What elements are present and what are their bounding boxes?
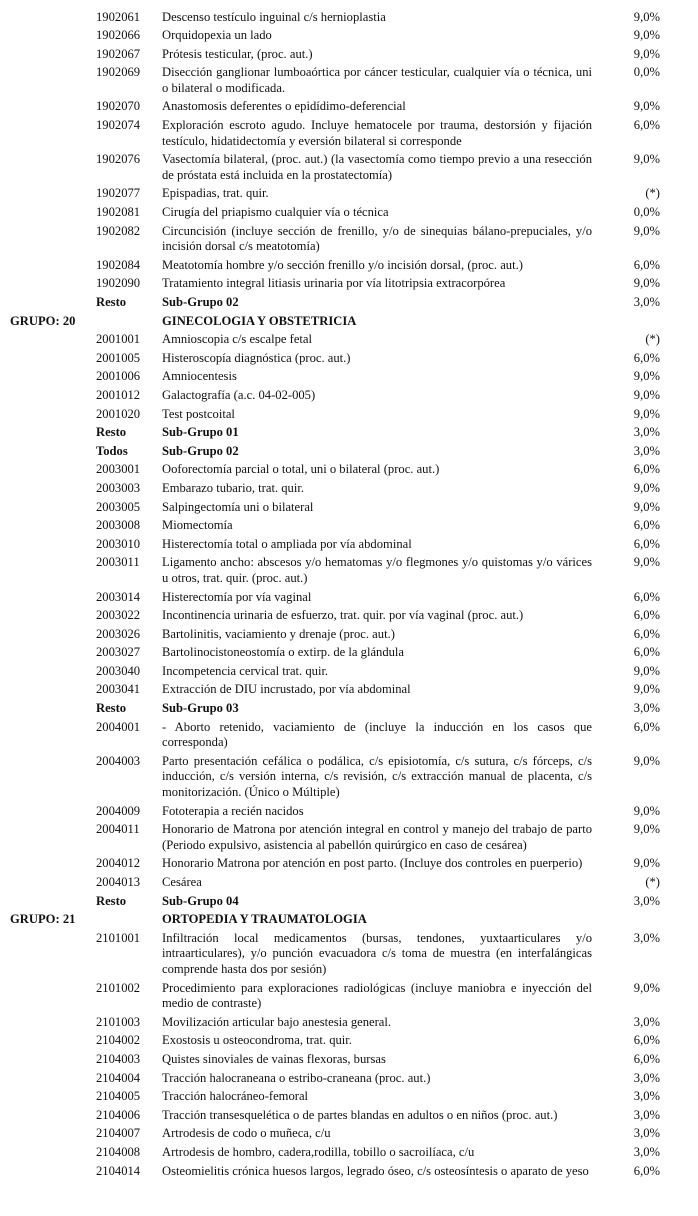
table-row bbox=[0, 275, 698, 294]
table-row bbox=[0, 929, 698, 979]
procedure-description: Artrodesis de codo o muñeca, c/u bbox=[162, 1126, 331, 1141]
percentage-value: 6,0% bbox=[633, 518, 660, 533]
procedure-code: 2104007 bbox=[96, 1126, 141, 1141]
procedure-description: Amniocentesis bbox=[162, 369, 237, 384]
procedure-code: 2003005 bbox=[96, 499, 141, 514]
table-row bbox=[0, 681, 698, 700]
procedure-description: Vasectomía bilateral, (proc. aut.) (la vasectomía como tiempo previo a una resección de próstata está incluida en la prostatectomía) bbox=[162, 152, 592, 182]
percentage-value: 9,0% bbox=[633, 387, 660, 402]
table-row bbox=[0, 498, 698, 517]
procedure-description: Miomectomía bbox=[162, 518, 233, 533]
percentage-value: (*) bbox=[645, 332, 660, 347]
table-row bbox=[0, 718, 698, 752]
table-row bbox=[0, 349, 698, 368]
percentage-value: 3,0% bbox=[633, 1107, 660, 1122]
percentage-value: 6,0% bbox=[633, 1033, 660, 1048]
percentage-value: 9,0% bbox=[633, 663, 660, 678]
table-row bbox=[0, 27, 698, 46]
procedure-code: Resto bbox=[96, 893, 127, 908]
procedure-description: Cesárea bbox=[162, 875, 202, 889]
table-row bbox=[0, 368, 698, 387]
procedure-description: ORTOPEDIA Y TRAUMATOLOGIA bbox=[162, 912, 367, 927]
procedure-code: 1902076 bbox=[96, 152, 141, 167]
percentage-value: 6,0% bbox=[633, 626, 660, 641]
procedure-code: 1902077 bbox=[96, 186, 141, 201]
percentage-value: 9,0% bbox=[633, 223, 660, 238]
procedure-code: 2003027 bbox=[96, 645, 141, 660]
procedure-code: 2104003 bbox=[96, 1051, 141, 1066]
procedure-description: Ooforectomía parcial o total, uni o bilateral (proc. aut.) bbox=[162, 462, 440, 477]
procedure-description: Histeroscopía diagnóstica (proc. aut.) bbox=[162, 350, 351, 365]
procedure-code: 1902061 bbox=[96, 9, 141, 24]
table-row bbox=[0, 222, 698, 256]
table-row bbox=[0, 1162, 698, 1181]
procedure-code: 1902090 bbox=[96, 276, 141, 291]
procedure-code: 1902074 bbox=[96, 118, 141, 133]
procedure-description: Osteomielitis crónica huesos largos, legrado óseo, c/s osteosíntesis o aparato de yeso bbox=[162, 1163, 589, 1178]
percentage-value: 3,0% bbox=[633, 1014, 660, 1029]
table-row bbox=[0, 535, 698, 554]
procedure-description: Incontinencia urinaria de esfuerzo, trat. quir. por vía vaginal (proc. aut.) bbox=[162, 608, 524, 623]
table-row bbox=[0, 517, 698, 536]
procedure-code: 2104006 bbox=[96, 1107, 141, 1122]
procedure-description: Test postcoital bbox=[162, 406, 235, 421]
percentage-value: (*) bbox=[645, 875, 660, 889]
table-row bbox=[0, 294, 698, 313]
percentage-value: 9,0% bbox=[633, 406, 660, 421]
procedure-code: 2101001 bbox=[96, 930, 141, 945]
procedure-description: Circuncisión (incluye sección de frenillo, y/o de sinequias bálano-prepuciales, y/o incisión dorsal c/s meatotomía) bbox=[162, 223, 592, 254]
table-row bbox=[0, 151, 698, 185]
procedure-code: 2104005 bbox=[96, 1089, 141, 1104]
percentage-value: 6,0% bbox=[633, 462, 660, 477]
procedure-code: 1902082 bbox=[96, 223, 141, 238]
percentage-value: 6,0% bbox=[633, 589, 660, 604]
procedure-description: Sub-Grupo 01 bbox=[162, 425, 239, 440]
group-header-row bbox=[0, 911, 698, 930]
procedure-description: Embarazo tubario, trat. quir. bbox=[162, 480, 304, 495]
table-row bbox=[0, 461, 698, 480]
table-row bbox=[0, 874, 698, 893]
table-row bbox=[0, 607, 698, 626]
procedure-description: Prótesis testicular, (proc. aut.) bbox=[162, 46, 313, 61]
procedure-description: Parto presentación cefálica o podálica, c/s episiotomía, c/s sutura, c/s fórceps, c/s inducción, c/s versión interna, c/s revisión, c/s extracción manual de placenta, c/s monitorización. (Único o Múltiple) bbox=[162, 753, 592, 800]
procedure-code: 2001005 bbox=[96, 350, 141, 365]
procedure-code: 2004003 bbox=[96, 753, 141, 768]
percentage-value: 9,0% bbox=[633, 682, 660, 697]
procedure-code: 2003040 bbox=[96, 663, 141, 678]
percentage-value: 3,0% bbox=[633, 1144, 660, 1159]
table-row bbox=[0, 662, 698, 681]
percentage-value: 6,0% bbox=[633, 1051, 660, 1066]
procedure-description: Galactografía (a.c. 04-02-005) bbox=[162, 387, 316, 402]
percentage-value: 9,0% bbox=[633, 753, 660, 768]
procedure-code: 2001001 bbox=[96, 332, 141, 347]
table-row bbox=[0, 442, 698, 461]
procedure-description: Honorario Matrona por atención en post parto. (Incluye dos controles en puerperio) bbox=[162, 856, 583, 871]
table-row bbox=[0, 204, 698, 223]
percentage-value: 6,0% bbox=[633, 608, 660, 623]
procedure-description: Extracción de DIU incrustado, por vía abdominal bbox=[162, 682, 411, 697]
percentage-value: 3,0% bbox=[633, 443, 660, 458]
percentage-value: 3,0% bbox=[633, 930, 660, 945]
table-row bbox=[0, 64, 698, 98]
percentage-value: 9,0% bbox=[633, 822, 660, 837]
table-row bbox=[0, 117, 698, 151]
procedure-description: Cirugía del priapismo cualquier vía o técnica bbox=[162, 205, 389, 220]
procedure-description: Exploración escroto agudo. Incluye hematocele por trauma, destorsión y fijación testículo, hidatidectomía y eversión bilateral si corresponde bbox=[162, 118, 592, 148]
percentage-value: 9,0% bbox=[633, 276, 660, 291]
procedure-code: 2003010 bbox=[96, 536, 141, 551]
procedure-code: 2001006 bbox=[96, 369, 141, 384]
percentage-value: 6,0% bbox=[633, 536, 660, 551]
procedure-description: Fototerapia a recién nacidos bbox=[162, 803, 304, 818]
procedure-description: Tracción halocraneana o estribo-craneana (proc. aut.) bbox=[162, 1070, 431, 1085]
percentage-value: 9,0% bbox=[633, 152, 660, 167]
percentage-value: 9,0% bbox=[633, 555, 660, 570]
percentage-value: 3,0% bbox=[633, 425, 660, 440]
table-row bbox=[0, 1032, 698, 1051]
procedure-description: Tracción halocráneo-femoral bbox=[162, 1089, 309, 1104]
table-row bbox=[0, 1125, 698, 1144]
table-row bbox=[0, 331, 698, 350]
table-row bbox=[0, 855, 698, 874]
table-row bbox=[0, 8, 698, 27]
procedure-code: 2003003 bbox=[96, 480, 141, 495]
procedure-description: - Aborto retenido, vaciamiento de (incluye la inducción en los casos que corresponda) bbox=[162, 719, 592, 750]
percentage-value: 0,0% bbox=[633, 205, 660, 220]
table-row bbox=[0, 752, 698, 802]
percentage-value: 9,0% bbox=[633, 980, 660, 995]
percentage-value: 3,0% bbox=[633, 701, 660, 716]
procedure-code: 1902066 bbox=[96, 28, 141, 43]
percentage-value: 0,0% bbox=[633, 65, 660, 80]
percentage-value: 9,0% bbox=[633, 499, 660, 514]
table-row bbox=[0, 256, 698, 275]
table-row bbox=[0, 98, 698, 117]
table-row bbox=[0, 892, 698, 911]
percentage-value: 6,0% bbox=[633, 350, 660, 365]
procedure-code: Todos bbox=[96, 443, 128, 458]
percentage-value: (*) bbox=[645, 186, 660, 201]
procedure-code: 2003022 bbox=[96, 608, 141, 623]
procedure-description: Tratamiento integral litiasis urinaria por vía litotripsia extracorpórea bbox=[162, 276, 506, 291]
procedure-code: 2003041 bbox=[96, 682, 141, 697]
percentage-value: 6,0% bbox=[633, 257, 660, 272]
procedure-description: Amnioscopia c/s escalpe fetal bbox=[162, 332, 313, 347]
percentage-value: 3,0% bbox=[633, 893, 660, 908]
procedure-description: Salpingectomía uni o bilateral bbox=[162, 499, 314, 514]
procedure-description: Anastomosis deferentes o epidídimo-deferencial bbox=[162, 99, 406, 114]
table-row bbox=[0, 802, 698, 821]
procedure-code: 1902069 bbox=[96, 65, 141, 80]
group-label: GRUPO: 20 bbox=[10, 313, 76, 328]
table-row bbox=[0, 1069, 698, 1088]
procedure-code: 2004011 bbox=[96, 822, 140, 837]
percentage-value: 9,0% bbox=[633, 369, 660, 384]
procedure-description: Honorario de Matrona por atención integral en control y manejo del trabajo de parto (Periodo expulsivo, asistencia al pabellón quirúrgico en caso de cesárea) bbox=[162, 822, 592, 852]
procedure-description: Epispadias, trat. quir. bbox=[162, 186, 269, 201]
procedure-code: Resto bbox=[96, 295, 127, 309]
table-row bbox=[0, 386, 698, 405]
procedure-code: 2104014 bbox=[96, 1163, 141, 1178]
procedure-code: 2004001 bbox=[96, 719, 141, 734]
procedure-description: Disección ganglionar lumboaórtica por cáncer testicular, cualquier vía o técnica, uni o bilateral o modificada. bbox=[162, 65, 592, 95]
procedure-code: 2004013 bbox=[96, 875, 141, 889]
table-row bbox=[0, 185, 698, 204]
table-row bbox=[0, 1106, 698, 1125]
procedure-description: Exostosis u osteocondroma, trat. quir. bbox=[162, 1033, 352, 1048]
procedure-description: Sub-Grupo 02 bbox=[162, 443, 239, 458]
table-row bbox=[0, 405, 698, 424]
procedure-code: 2001012 bbox=[96, 387, 141, 402]
procedure-code: 2101002 bbox=[96, 980, 141, 995]
procedure-code: 2003008 bbox=[96, 518, 141, 533]
procedure-code: Resto bbox=[96, 425, 127, 440]
percentage-value: 6,0% bbox=[633, 1163, 660, 1178]
procedure-description: Sub-Grupo 04 bbox=[162, 893, 239, 908]
percentage-value: 3,0% bbox=[633, 1070, 660, 1085]
procedure-code: 2004012 bbox=[96, 856, 141, 871]
percentage-value: 9,0% bbox=[633, 99, 660, 114]
table-row bbox=[0, 1088, 698, 1107]
percentage-value: 3,0% bbox=[633, 1089, 660, 1104]
table-row bbox=[0, 979, 698, 1013]
procedure-description: Tracción transesquelética o de partes blandas en adultos o en niños (proc. aut.) bbox=[162, 1107, 558, 1122]
table-row bbox=[0, 1143, 698, 1162]
procedure-description: Meatotomía hombre y/o sección frenillo y/o incisión dorsal, (proc. aut.) bbox=[162, 257, 523, 272]
procedure-code: 2104008 bbox=[96, 1144, 141, 1159]
percentage-value: 6,0% bbox=[633, 118, 660, 133]
procedure-code: 2003014 bbox=[96, 589, 141, 604]
percentage-value: 9,0% bbox=[633, 28, 660, 43]
table-row bbox=[0, 479, 698, 498]
table-row bbox=[0, 625, 698, 644]
procedure-description: Descenso testículo inguinal c/s hernioplastia bbox=[162, 9, 386, 24]
procedure-code: 1902070 bbox=[96, 99, 141, 114]
percentage-value: 6,0% bbox=[633, 719, 660, 734]
table-row bbox=[0, 588, 698, 607]
percentage-value: 9,0% bbox=[633, 480, 660, 495]
table-row bbox=[0, 1013, 698, 1032]
table-row bbox=[0, 554, 698, 588]
procedure-description: Sub-Grupo 03 bbox=[162, 701, 239, 716]
procedure-description: Quistes sinoviales de vainas flexoras, bursas bbox=[162, 1051, 386, 1066]
procedure-description: Procedimiento para exploraciones radiológicas (incluye maniobra e inyección del medio de contraste) bbox=[162, 980, 592, 1011]
procedure-description: Movilización articular bajo anestesia general. bbox=[162, 1014, 392, 1029]
group-header-row bbox=[0, 312, 698, 331]
procedure-description: Infiltración local medicamentos (bursas, tendones, yuxtaarticulares y/o intraarticulares), y/o punción evacuadora c/s toma de muestra (en interfalángicas comprende hasta dos por sesión) bbox=[162, 930, 592, 976]
procedure-code: 2003001 bbox=[96, 462, 141, 477]
percentage-value: 9,0% bbox=[633, 46, 660, 61]
percentage-value: 9,0% bbox=[633, 803, 660, 818]
table-row bbox=[0, 644, 698, 663]
procedure-code: 1902084 bbox=[96, 257, 141, 272]
procedure-code: 2001020 bbox=[96, 406, 141, 421]
group-label: GRUPO: 21 bbox=[10, 912, 76, 927]
percentage-value: 9,0% bbox=[633, 856, 660, 871]
percentage-value: 3,0% bbox=[633, 295, 660, 309]
procedure-code: 2101003 bbox=[96, 1014, 141, 1029]
procedure-description: Sub-Grupo 02 bbox=[162, 295, 239, 309]
procedure-description: Histerectomía por vía vaginal bbox=[162, 589, 312, 604]
procedure-code: 2104002 bbox=[96, 1033, 141, 1048]
procedure-code: 1902081 bbox=[96, 205, 141, 220]
table-row bbox=[0, 424, 698, 443]
procedure-code: Resto bbox=[96, 701, 127, 716]
procedure-code: 2003011 bbox=[96, 555, 140, 570]
percentage-value: 9,0% bbox=[633, 9, 660, 24]
procedure-description: Histerectomía total o ampliada por vía abdominal bbox=[162, 536, 412, 551]
procedure-code: 1902067 bbox=[96, 46, 141, 61]
table-row bbox=[0, 45, 698, 64]
table-row bbox=[0, 700, 698, 719]
procedure-description: Bartolinocistoneostomía o extirp. de la glándula bbox=[162, 645, 405, 660]
procedure-description: Bartolinitis, vaciamiento y drenaje (proc. aut.) bbox=[162, 626, 395, 641]
table-row bbox=[0, 821, 698, 855]
procedure-description: Ligamento ancho: abscesos y/o hematomas y/o flegmones y/o quistomas y/o várices u otros, trat. quir. (proc. aut.) bbox=[162, 555, 592, 585]
procedure-code: 2004009 bbox=[96, 803, 141, 818]
procedure-code: 2104004 bbox=[96, 1070, 141, 1085]
procedure-description: Incompetencia cervical trat. quir. bbox=[162, 663, 329, 678]
procedure-code: 2003026 bbox=[96, 626, 141, 641]
table-row bbox=[0, 1050, 698, 1069]
percentage-value: 3,0% bbox=[633, 1126, 660, 1141]
percentage-value: 6,0% bbox=[633, 645, 660, 660]
procedure-description: GINECOLOGIA Y OBSTETRICIA bbox=[162, 313, 357, 328]
procedure-description: Artrodesis de hombro, cadera,rodilla, tobillo o sacroilíaca, c/u bbox=[162, 1144, 475, 1159]
procedure-description: Orquidopexia un lado bbox=[162, 28, 272, 43]
